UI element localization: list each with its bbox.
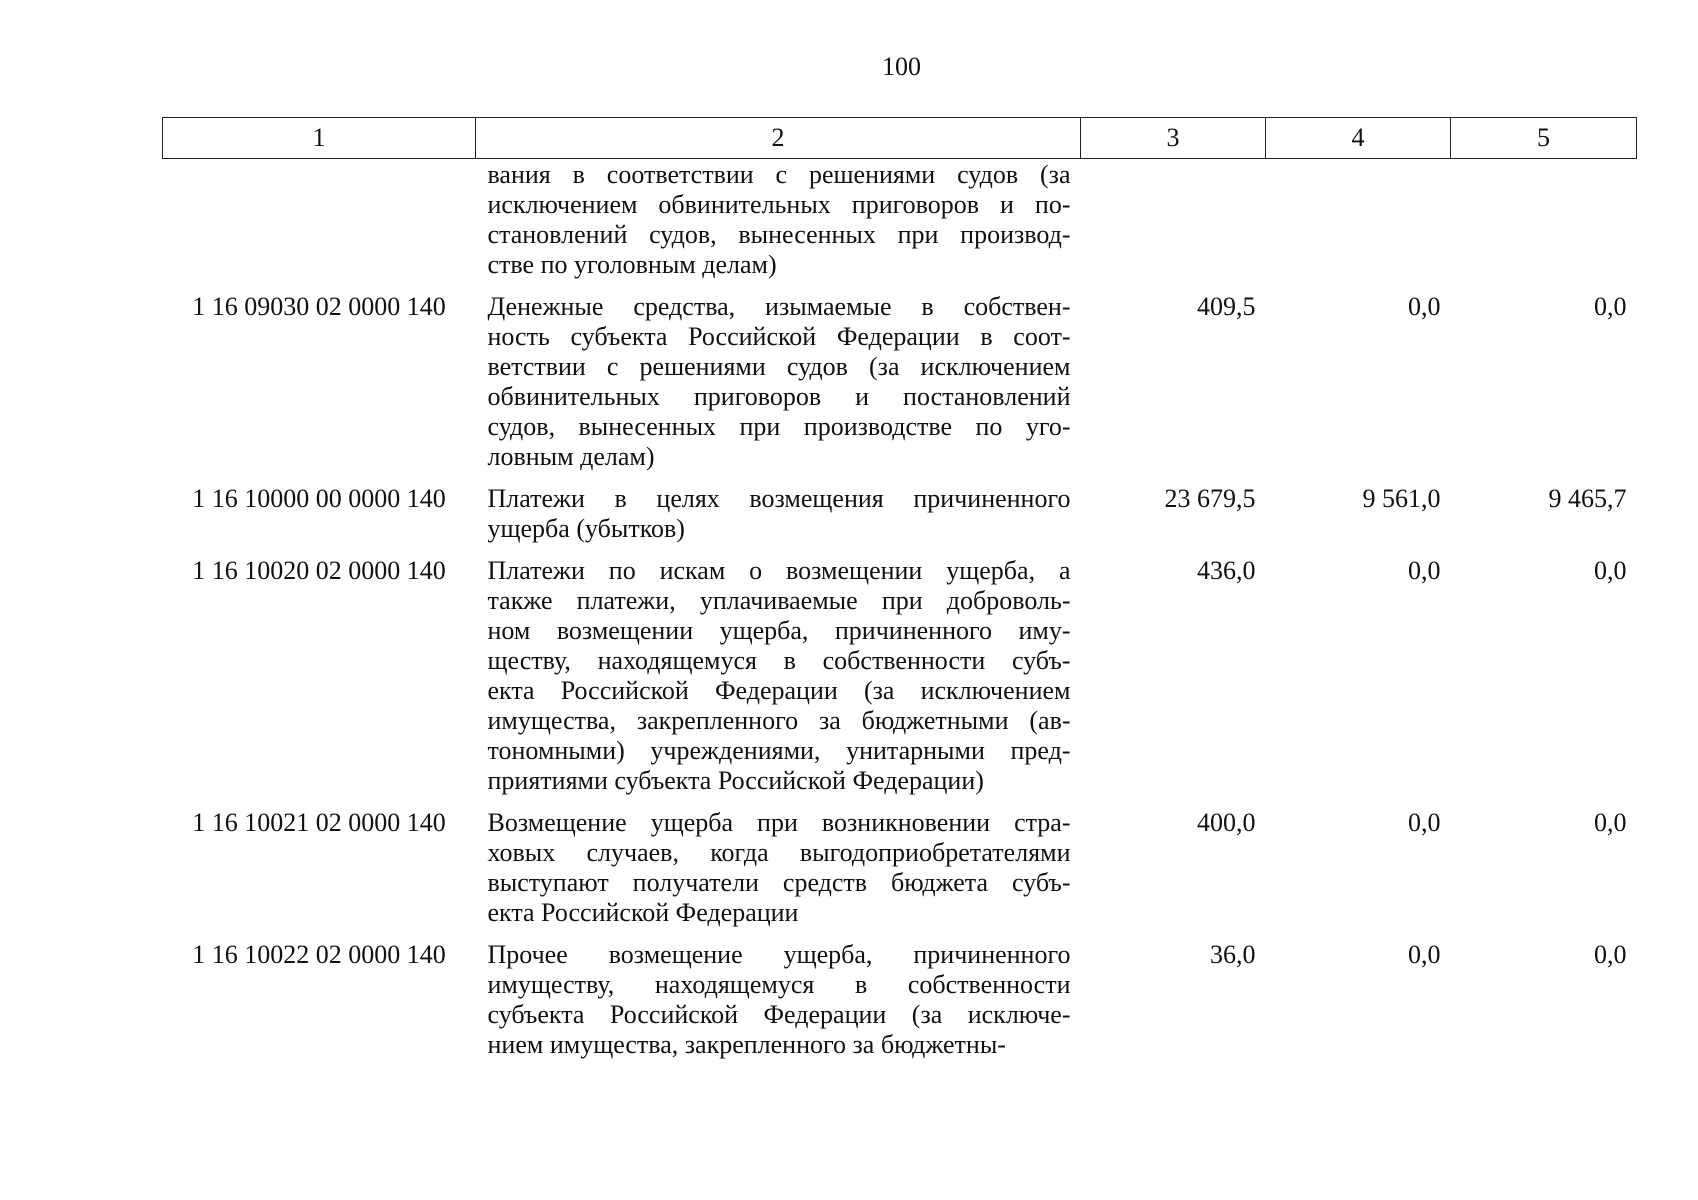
header-row bbox=[163, 118, 1637, 159]
row-value-col3: 400,0 bbox=[1197, 808, 1256, 837]
row-description bbox=[476, 159, 1081, 293]
row-value-col4: 0,0 bbox=[1408, 808, 1441, 837]
description-line: судов, вынесенных при производстве по уго- bbox=[487, 412, 1071, 441]
description-line: имуществу, находящемуся в собственности bbox=[487, 970, 1071, 999]
row-code: 1 16 10000 00 0000 140 bbox=[192, 484, 446, 513]
description-line: екта Российской Федерации (за исключением bbox=[487, 676, 1071, 705]
table-row bbox=[163, 556, 1637, 808]
row-value-col5: 0,0 bbox=[1594, 808, 1627, 837]
description-line: Возмещение ущерба при возникновении стра- bbox=[487, 808, 1071, 837]
row-value-col4: 0,0 bbox=[1408, 940, 1441, 969]
table-row bbox=[163, 484, 1637, 556]
row-value-col3: 23 679,5 bbox=[1164, 484, 1256, 513]
page-number: 100 bbox=[882, 52, 921, 81]
description-line: приятиями субъекта Российской Федерации) bbox=[487, 766, 984, 795]
row-description bbox=[476, 292, 1081, 484]
row-code: 1 16 10021 02 0000 140 bbox=[192, 808, 446, 837]
description-line: ловным делам) bbox=[487, 442, 655, 471]
table-header bbox=[163, 118, 1637, 159]
row-value-col3: 409,5 bbox=[1197, 292, 1256, 321]
header-col-1: 1 bbox=[163, 118, 476, 159]
header-col-5: 5 bbox=[1451, 118, 1637, 159]
header-col-3: 3 bbox=[1081, 118, 1266, 159]
description-line: Прочее возмещение ущерба, причиненного bbox=[487, 940, 1071, 969]
description-line: выступают получатели средств бюджета субъ- bbox=[487, 868, 1071, 897]
description-line: субъекта Российской Федерации (за исключе- bbox=[487, 1000, 1071, 1029]
row-code: 1 16 10022 02 0000 140 bbox=[192, 940, 446, 969]
description-line: также платежи, уплачиваемые при доброволь- bbox=[487, 586, 1071, 615]
row-code: 1 16 09030 02 0000 140 bbox=[192, 292, 446, 321]
description-line: Платежи по искам о возмещении ущерба, а bbox=[487, 556, 1071, 585]
description-line: ветствии с решениями судов (за исключением bbox=[487, 352, 1071, 381]
row-value-col3: 436,0 bbox=[1197, 556, 1256, 585]
description-line: Денежные средства, изымаемые в собствен- bbox=[487, 292, 1071, 321]
description-line: стве по уголовным делам) bbox=[487, 250, 777, 279]
row-value-col5 bbox=[1451, 159, 1637, 293]
table-row bbox=[163, 159, 1637, 293]
row-description bbox=[476, 940, 1081, 1072]
row-value-col5: 0,0 bbox=[1594, 556, 1627, 585]
row-value-col5: 9 465,7 bbox=[1548, 484, 1627, 513]
row-value-col3 bbox=[1081, 159, 1266, 293]
table-row bbox=[163, 940, 1637, 1072]
table-row bbox=[163, 808, 1637, 940]
header-col-2: 2 bbox=[476, 118, 1081, 159]
description-line: ность субъекта Российской Федерации в соот- bbox=[487, 322, 1071, 351]
header-col-4: 4 bbox=[1266, 118, 1451, 159]
description-line: обвинительных приговоров и постановлений bbox=[487, 382, 1071, 411]
row-description bbox=[476, 808, 1081, 940]
description-line: нием имущества, закрепленного за бюджетны- bbox=[487, 1030, 1006, 1059]
description-line: ществу, находящемуся в собственности субъ- bbox=[487, 646, 1071, 675]
row-code: 1 16 10020 02 0000 140 bbox=[192, 556, 446, 585]
description-line: екта Российской Федерации bbox=[487, 898, 799, 927]
row-value-col5: 0,0 bbox=[1594, 292, 1627, 321]
description-line: ущерба (убытков) bbox=[487, 514, 685, 543]
row-description bbox=[476, 556, 1081, 808]
description-line: вания в соответствии с решениями судов (за bbox=[487, 160, 1071, 189]
description-line: становлений судов, вынесенных при производ- bbox=[487, 220, 1071, 249]
row-value-col4: 0,0 bbox=[1408, 292, 1441, 321]
description-line: тономными) учреждениями, унитарными пред- bbox=[487, 736, 1071, 765]
description-line: ном возмещении ущерба, причиненного иму- bbox=[487, 616, 1071, 645]
row-value-col4: 9 561,0 bbox=[1362, 484, 1441, 513]
row-value-col5: 0,0 bbox=[1594, 940, 1627, 969]
description-line: имущества, закрепленного за бюджетными (ав- bbox=[487, 706, 1071, 735]
row-code bbox=[163, 159, 476, 293]
budget-table bbox=[162, 117, 1637, 1072]
row-value-col4: 0,0 bbox=[1408, 556, 1441, 585]
row-value-col4 bbox=[1266, 159, 1451, 293]
description-line: исключением обвинительных приговоров и по- bbox=[487, 190, 1071, 219]
description-line: Платежи в целях возмещения причиненного bbox=[487, 484, 1071, 513]
table-body bbox=[163, 159, 1637, 1073]
row-description bbox=[476, 484, 1081, 556]
table-row bbox=[163, 292, 1637, 484]
row-value-col3: 36,0 bbox=[1210, 940, 1256, 969]
description-line: ховых случаев, когда выгодоприобретателями bbox=[487, 838, 1071, 867]
